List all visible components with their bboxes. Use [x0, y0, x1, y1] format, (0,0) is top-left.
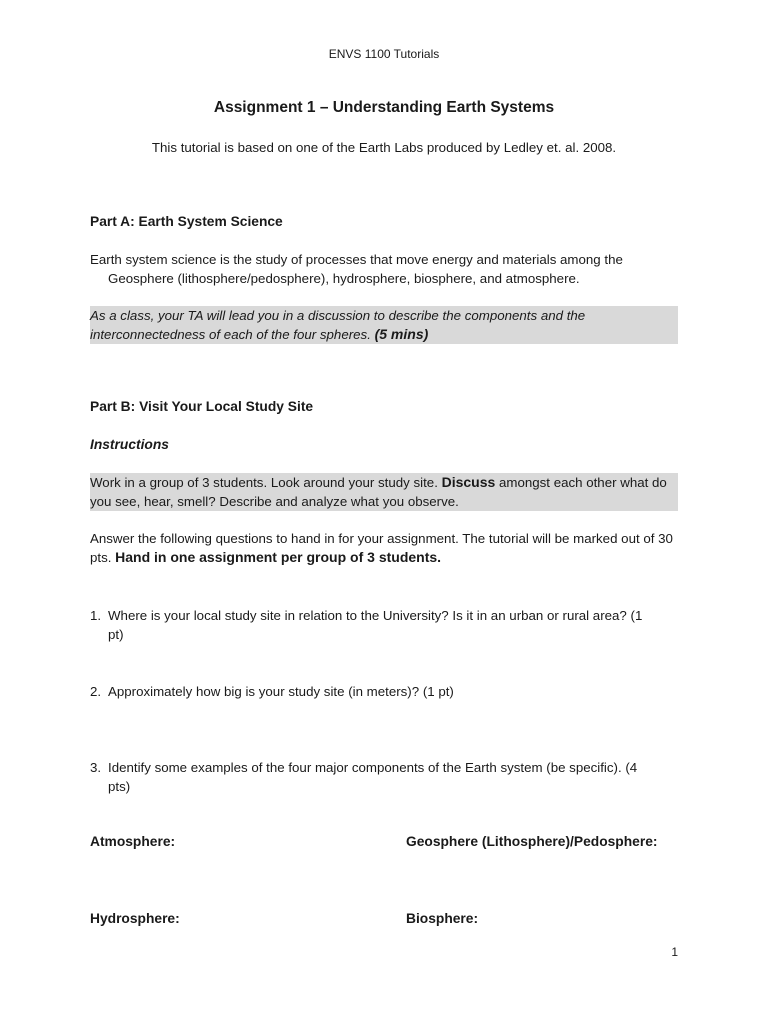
- question-number: 2.: [90, 684, 102, 699]
- shaded-text-2: amongst each other what do you see, hear, smell? Describe and analyze what you observe.: [90, 475, 667, 509]
- question-2: [90, 682, 670, 701]
- question-text: Identify some examples of the four major components of the Earth system (be specific). (4 pts): [108, 760, 638, 794]
- page-number: 1: [671, 945, 678, 959]
- atmosphere-label: Atmosphere:: [90, 834, 176, 849]
- part-b-heading: Part B: Visit Your Local Study Site: [90, 399, 314, 414]
- part-a-heading: Part A: Earth System Science: [90, 214, 283, 229]
- shaded-text-1: Work in a group of 3 students. Look around your study site.: [90, 475, 438, 490]
- question-3: [90, 758, 650, 796]
- question-text: Where is your local study site in relation to the University? Is it in an urban or rural area? (1 pt): [108, 608, 643, 642]
- part-a-shaded-note: [90, 306, 678, 344]
- answer-text: Answer the following questions to hand in for your assignment. The tutorial will be marked out of 30 pts.: [90, 531, 673, 565]
- page-header: ENVS 1100 Tutorials: [328, 47, 440, 61]
- instructions-heading: Instructions: [90, 437, 169, 452]
- biosphere-label: Biosphere:: [406, 911, 479, 926]
- assignment-subtitle: This tutorial is based on one of the Earth Labs produced by Ledley et. al. 2008.: [151, 140, 617, 155]
- assignment-title: Assignment 1 – Understanding Earth Systems: [213, 99, 555, 116]
- hydrosphere-label: Hydrosphere:: [90, 911, 180, 926]
- answer-instructions: [90, 529, 680, 567]
- question-1: [90, 606, 655, 644]
- part-b-shaded-note: [90, 473, 678, 511]
- part-a-shaded-bold: (5 mins): [374, 326, 429, 342]
- part-a-paragraph: Earth system science is the study of processes that move energy and materials among the Geosphere (lithosphere/pedosphere), hydrosphere, biosphere, and atmosphere.: [90, 252, 623, 286]
- part-a-shaded-italic: As a class, your TA will lead you in a discussion to describe the components and the interconnectedness of each of the four spheres.: [90, 308, 586, 342]
- question-text: Approximately how big is your study site (in meters)? (1 pt): [108, 684, 454, 699]
- answer-bold: Hand in one assignment per group of 3 students.: [115, 549, 442, 565]
- shaded-bold: Discuss: [441, 474, 496, 490]
- question-number: 3.: [90, 760, 102, 775]
- question-number: 1.: [90, 608, 102, 623]
- geosphere-label: Geosphere (Lithosphere)/Pedosphere:: [406, 834, 658, 849]
